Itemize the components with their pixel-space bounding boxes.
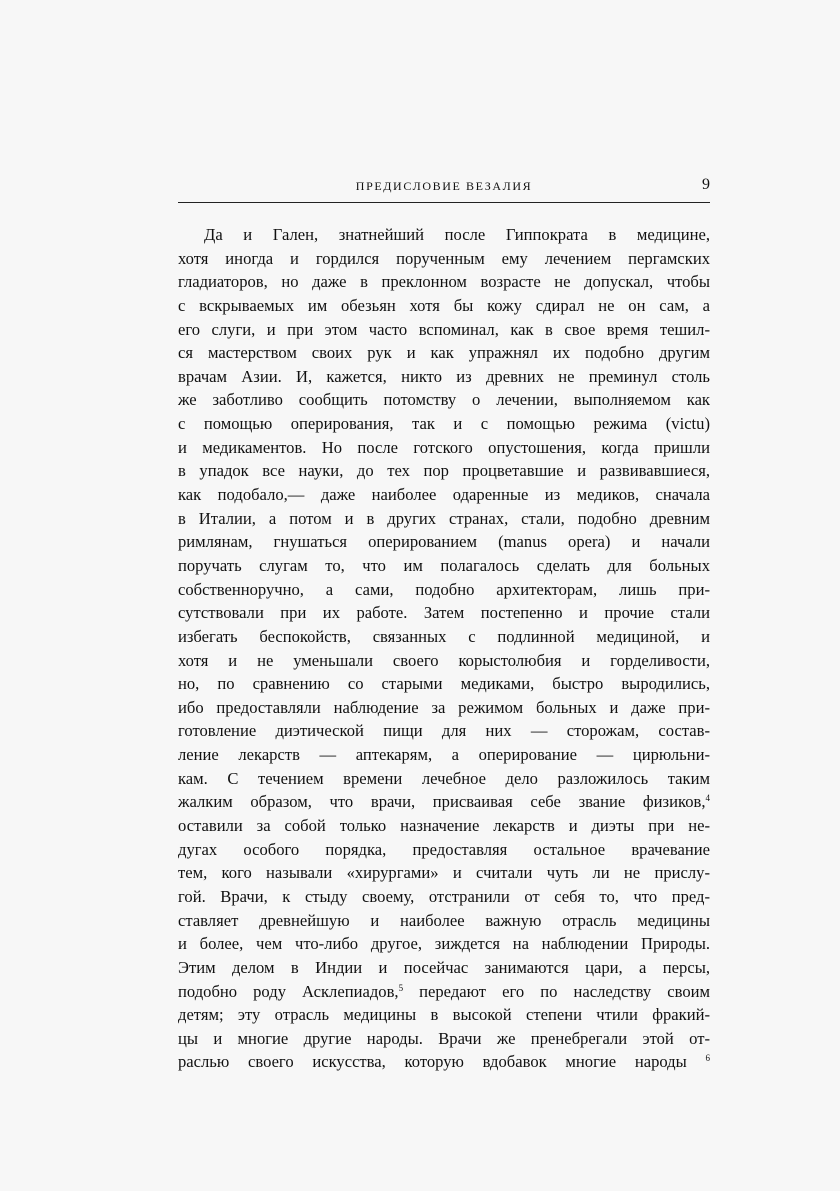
page-number: 9 (702, 176, 710, 193)
text-line: хотя и не уменьшали своего корыстолюбия и горделивости, (178, 650, 710, 670)
text-line: оставили за собой только назначение лекарств и диэты при не- (178, 816, 710, 836)
text-line-with-footnote (178, 1050, 710, 1074)
text-segment: жалким образом, что врачи, присваивая себе звание физиков, (178, 792, 706, 812)
text-line: гладиаторов, но даже в преклонном возрасте не допускал, чтобы (178, 272, 710, 292)
text-line: ибо предоставляли наблюдение за режимом больных и даже при- (178, 697, 710, 717)
running-header (178, 176, 710, 203)
text-line: детям; эту отрасль медицины в высокой степени чтили фракий- (178, 1005, 710, 1025)
text-line: ся мастерством своих рук и как упражнял их подобно другим (178, 343, 710, 363)
text-segment: раслью своего искусства, которую вдобавок многие народы (178, 1052, 687, 1072)
body-text (178, 223, 710, 1074)
text-line: хотя иногда и гордился порученным ему лечением пергамских (178, 248, 710, 268)
text-line: в Италии, а потом и в других странах, стали, подобно древним (178, 508, 710, 528)
text-line: врачам Азии. И, кажется, никто из древних не преминул столь (178, 366, 710, 386)
text-segment: подобно роду Асклепиадов, (178, 981, 399, 1001)
text-line: ление лекарств — аптекарям, а оперирование — цирюльни- (178, 745, 710, 765)
text-line: в упадок все науки, до тех пор процветавшие и развивавшиеся, (178, 461, 710, 481)
text-line: римлянам, гнушаться оперированием (manus opera) и начали (178, 532, 710, 552)
text-line: и медикаментов. Но после готского опустошения, когда пришли (178, 437, 710, 457)
text-segment: передают его по наследству своим (403, 981, 711, 1001)
text-line: дугах особого порядка, предоставляя остальное врачевание (178, 839, 710, 859)
text-line: гой. Врачи, к стыду своему, отстранили от себя то, что пред- (178, 886, 710, 906)
footnote-ref-6: 6 (705, 1053, 710, 1064)
text-line-with-footnote (178, 790, 710, 814)
text-line-with-footnote (178, 980, 710, 1004)
text-line: и более, чем что-либо другое, зиждется на наблюдении Природы. (178, 934, 710, 954)
text-line: избегать беспокойств, связанных с подлинной медициной, и (178, 626, 710, 646)
text-line: Этим делом в Индии и посейчас занимаются цари, а персы, (178, 957, 710, 977)
running-title: ПРЕДИСЛОВИЕ ВЕЗАЛИЯ (355, 179, 533, 193)
text-line: с вскрываемых им обезьян хотя бы кожу сдирал не он сам, а (178, 295, 710, 315)
footnote-ref-4: 4 (705, 793, 710, 804)
text-line: сутствовали при их работе. Затем постепенно и прочие стали (178, 603, 710, 623)
text-line: как подобало,— даже наиболее одаренные из медиков, сначала (178, 485, 710, 505)
footnote-ref-5: 5 (398, 982, 404, 993)
text-line: Да и Гален, знатнейший после Гиппократа в медицине, (204, 225, 710, 244)
text-line: тем, кого называли «хирургами» и считали чуть ли не прислу- (178, 863, 710, 883)
text-line: с помощью оперирования, так и с помощью режима (victu) (178, 414, 710, 434)
text-line: поручать слугам то, что им полагалось сделать для больных (178, 555, 710, 575)
text-line: готовление диэтической пищи для них — сторожам, состав- (178, 721, 710, 741)
text-line: кам. С течением времени лечебное дело разложилось таким (178, 768, 710, 788)
text-line: ставляет древнейшую и наиболее важную отрасль медицины (178, 910, 710, 930)
text-line: но, по сравнению со старыми медиками, быстро выродились, (178, 674, 710, 694)
text-line: цы и многие другие народы. Врачи же пренебрегали этой от- (178, 1028, 710, 1048)
text-line: же заботливо сообщить потомству о лечении, выполняемом как (178, 390, 710, 410)
text-line: собственноручно, а сами, подобно архитекторам, лишь при- (178, 579, 710, 599)
text-line: его слуги, и при этом часто вспоминал, как в свое время тешил- (178, 319, 710, 339)
